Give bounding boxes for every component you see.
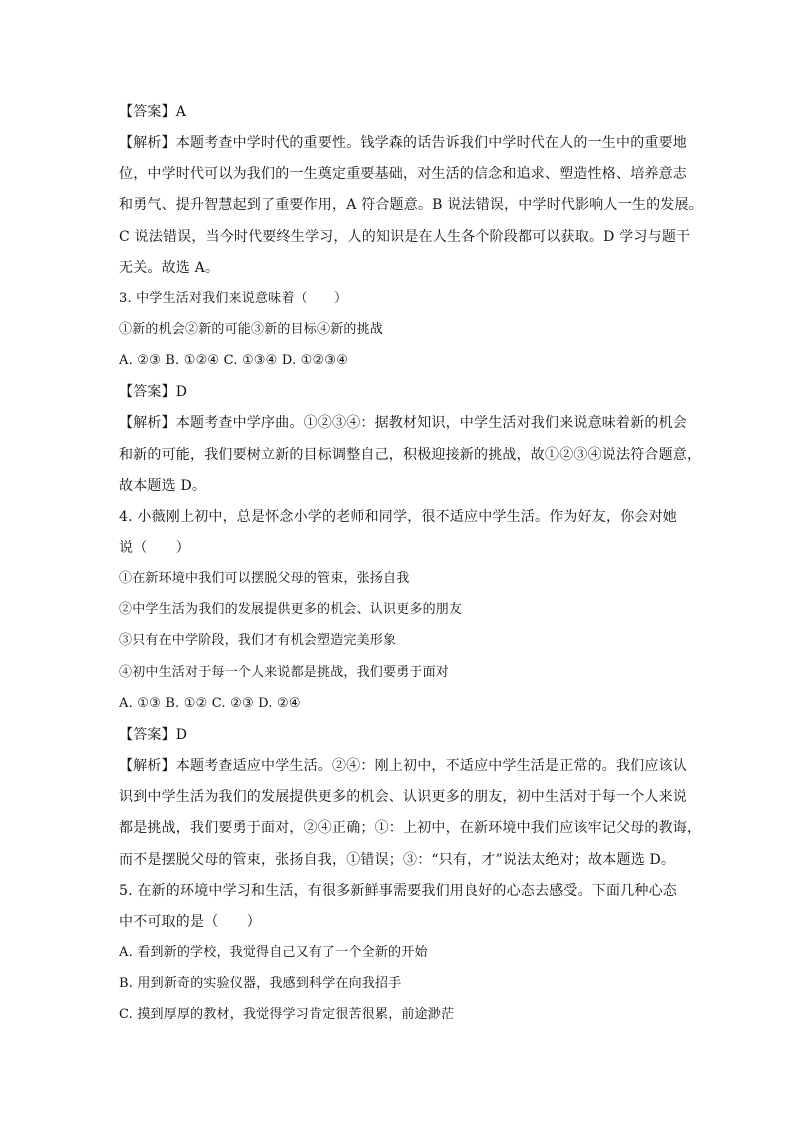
question-4-statement: ①在新环境中我们可以摆脱父母的管束，张扬自我 (119, 571, 410, 586)
question-4-stem: 说（ ） (119, 540, 190, 556)
analysis-text: 和新的可能，我们要树立新的目标调整自己，积极迎接新的挑战，故①②③④说法符合题意， (119, 447, 702, 463)
question-4-options: A. ①③ B. ①② C. ②③ D. ②④ (119, 696, 301, 711)
question-4-statement: ④初中生活对于每一个人来说都是挑战，我们要勇于面对 (119, 665, 450, 680)
answer-label: 【答案】D (119, 727, 188, 743)
question-4-statement: ③只有在中学阶段，我们才有机会塑造完美形象 (119, 633, 397, 648)
answer-label: 【答案】D (119, 384, 188, 400)
question-4-stem: 4. 小薇刚上初中，总是怀念小学的老师和同学，很不适应中学生活。作为好友，你会对她 (119, 509, 678, 525)
question-5-option-c: C. 摸到厚厚的教材，我觉得学习肯定很苦很累，前途渺茫 (119, 1007, 455, 1022)
answer-label: 【答案】A (119, 104, 187, 120)
analysis-text: 而不是摆脱父母的管束，张扬自我，①错误；③：“只有，才”说法太绝对；故本题选 D。 (119, 852, 676, 868)
analysis-text: 识到中学生活为我们的发展提供更多的机会、认识更多的朋友，初中生活对于每一个人来说 (119, 789, 687, 805)
question-5-option-b: B. 用到新奇的实验仪器，我感到科学在向我招手 (119, 976, 402, 991)
analysis-text: 和勇气、提升智慧起到了重要作用，A 符合题意。B 说法错误，中学时代影响人一生的发展。 (119, 197, 703, 213)
question-5-stem: 5. 在新的环境中学习和生活，有很多新鲜事需要我们用良好的心态去感受。下面几种心态 (119, 883, 678, 899)
question-3-statements: ①新的机会②新的可能③新的目标④新的挑战 (119, 322, 384, 337)
analysis-text: 【解析】本题考查中学时代的重要性。钱学森的话告诉我们中学时代在人的一生中的重要地 (119, 135, 687, 151)
analysis-text: 都是挑战，我们要勇于面对，②④正确；①：上初中，在新环境中我们应该牢记父母的教诲， (119, 820, 702, 836)
analysis-text: 【解析】本题考查适应中学生活。②④：刚上初中，不适应中学生活是正常的。我们应该认 (119, 758, 687, 774)
question-5-option-a: A. 看到新的学校，我觉得自己又有了一个全新的开始 (119, 945, 428, 960)
question-3-options: A. ②③ B. ①②④ C. ①③④ D. ①②③④ (119, 353, 349, 368)
analysis-text: 位，中学时代可以为我们的一生奠定重要基础，对生活的信念和追求、塑造性格、培养意志 (119, 166, 687, 182)
analysis-text: 故本题选 D。 (119, 478, 207, 494)
analysis-text: 无关。故选 A。 (119, 260, 220, 276)
question-3-stem: 3. 中学生活对我们来说意味着（ ） (119, 291, 348, 306)
analysis-text: C 说法错误，当今时代要终生学习，人的知识是在人生各个阶段都可以获取。D 学习与题干 (119, 229, 691, 245)
question-4-statement: ②中学生活为我们的发展提供更多的机会、认识更多的朋友 (119, 602, 463, 617)
analysis-text: 【解析】本题考查中学序曲。①②③④：据教材知识，中学生活对我们来说意味着新的机会 (119, 415, 687, 431)
question-5-stem: 中不可取的是（ ） (119, 914, 261, 930)
